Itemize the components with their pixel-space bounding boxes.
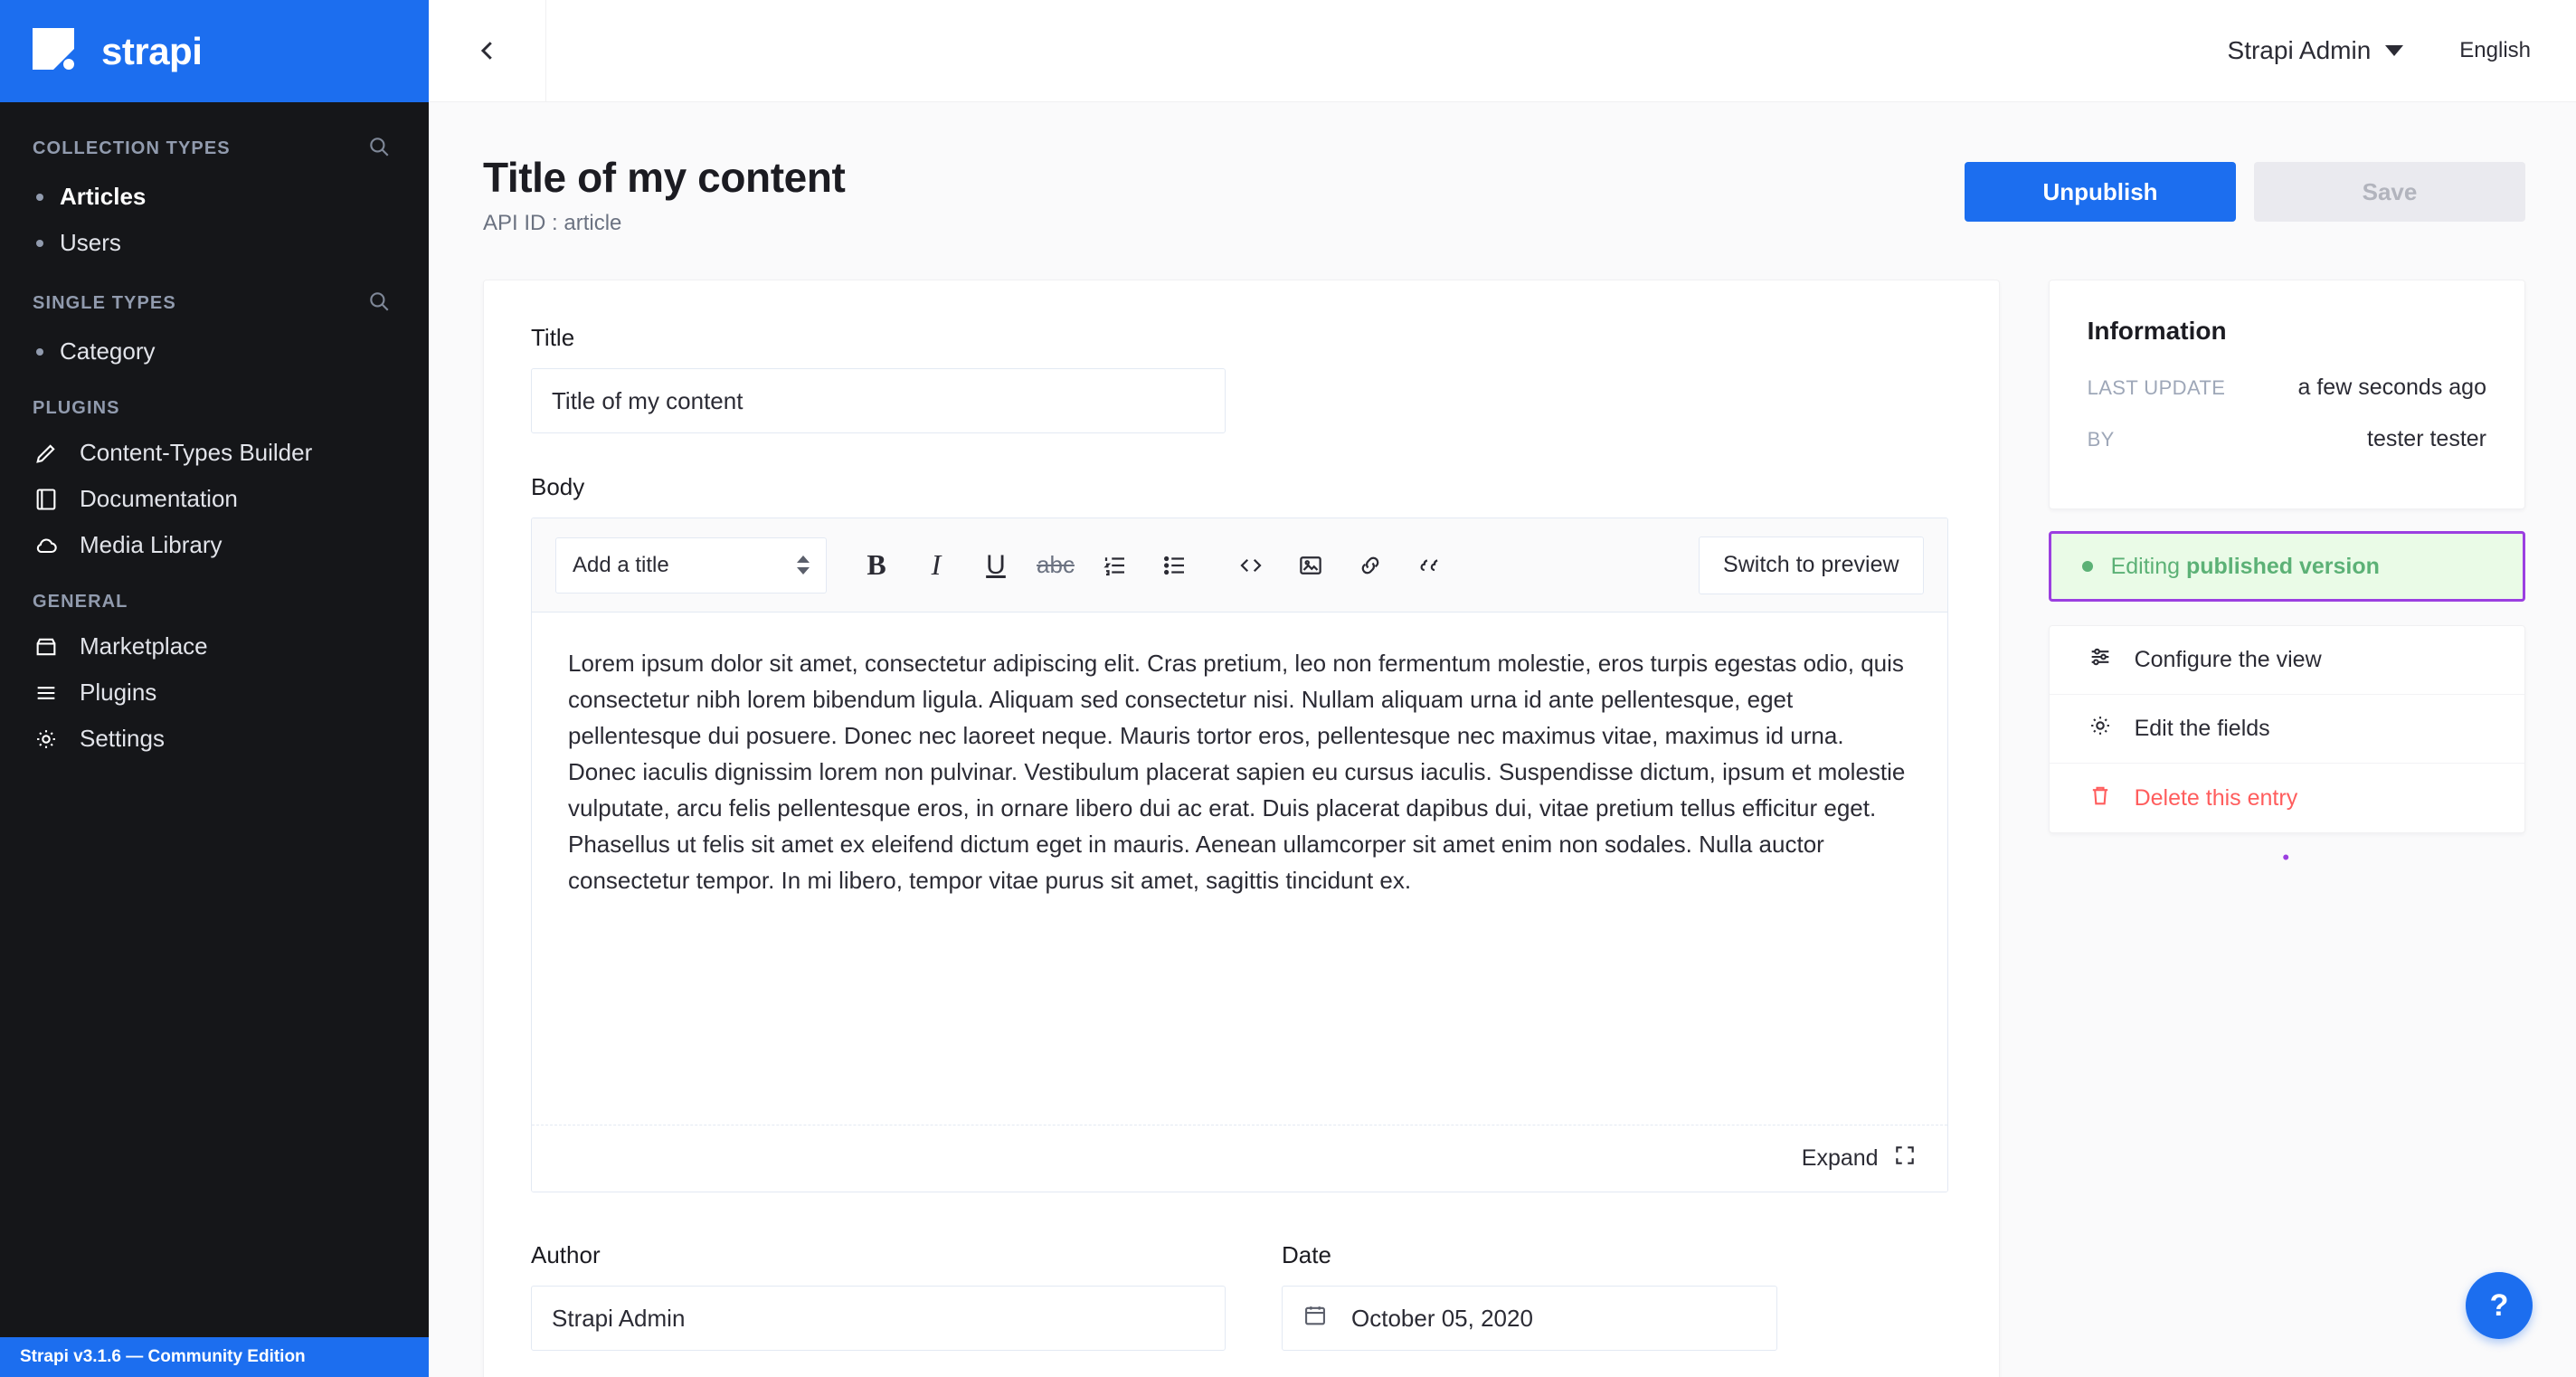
gear-icon xyxy=(2088,713,2113,745)
page-header xyxy=(429,102,2576,236)
unpublish-button[interactable]: Unpublish xyxy=(1965,162,2236,222)
sidebar-item-label: Media Library xyxy=(80,531,223,558)
section-collection-types xyxy=(0,111,429,174)
date-label: Date xyxy=(1282,1241,1331,1268)
info-value: a few seconds ago xyxy=(2297,375,2486,400)
sidebar-item-label: Content-Types Builder xyxy=(80,439,313,466)
field-body xyxy=(531,473,1948,1192)
body-label: Body xyxy=(531,473,585,500)
sidebar-item-marketplace[interactable] xyxy=(0,623,429,670)
content-grid xyxy=(429,236,2576,1377)
section-plugins xyxy=(0,375,429,430)
author-label: Author xyxy=(531,1241,601,1268)
topbar-right xyxy=(2228,36,2576,65)
expand-label: Expand xyxy=(1801,1145,1879,1171)
info-row-last-update xyxy=(2088,375,2486,401)
editing-version-banner[interactable] xyxy=(2049,531,2525,602)
info-key: BY xyxy=(2087,427,2115,451)
sidebar-item-label: Documentation xyxy=(80,485,238,512)
date-input[interactable] xyxy=(1282,1286,1777,1351)
gear-icon xyxy=(33,726,60,753)
header-actions xyxy=(1965,153,2576,222)
toolbar-group-insert xyxy=(1225,539,1456,592)
sidebar-item-label: Settings xyxy=(80,725,165,752)
editing-prefix: Editing xyxy=(2110,553,2181,579)
sidebar-item-content-types-builder[interactable] xyxy=(0,430,429,476)
sidebar-item-plugins[interactable] xyxy=(0,670,429,716)
search-icon[interactable] xyxy=(367,135,391,163)
sidebar-item-media-library[interactable] xyxy=(0,522,429,568)
stepper-arrows-icon xyxy=(797,556,810,575)
sidebar-item-settings[interactable] xyxy=(0,716,429,762)
information-column xyxy=(2049,280,2525,1377)
admin-name[interactable]: Strapi Admin xyxy=(2227,36,2372,64)
date-value: October 05, 2020 xyxy=(1351,1304,1533,1332)
configure-the-view-button[interactable] xyxy=(2050,626,2524,695)
sidebar-item-label: Marketplace xyxy=(80,632,208,660)
heading-select-value: Add a title xyxy=(573,552,669,577)
section-single-types xyxy=(0,266,429,328)
editor-body[interactable] xyxy=(532,613,1947,1125)
sidebar-nav xyxy=(0,102,429,1337)
field-date xyxy=(1282,1241,1777,1351)
sidebar-item-label: Users xyxy=(60,229,121,256)
save-button[interactable]: Save xyxy=(2254,162,2525,222)
expand-icon xyxy=(1893,1144,1917,1173)
bullet-icon xyxy=(36,348,43,356)
bullet-icon xyxy=(36,240,43,247)
list-bullet-icon[interactable] xyxy=(1149,539,1201,592)
info-value: tester tester xyxy=(2367,426,2486,451)
api-id-label: API ID : article xyxy=(483,211,622,235)
section-title: COLLECTION TYPES xyxy=(33,138,231,158)
title-label: Title xyxy=(531,324,575,351)
quote-icon[interactable] xyxy=(1404,539,1456,592)
link-icon[interactable] xyxy=(1344,539,1397,592)
underline-button[interactable]: U xyxy=(986,549,1006,580)
sidebar-item-label: Plugins xyxy=(80,679,157,706)
info-row-by xyxy=(2088,426,2486,452)
information-title: Information xyxy=(2087,317,2227,345)
action-label: Configure the view xyxy=(2134,647,2322,672)
sidebar-item-users[interactable] xyxy=(0,220,429,266)
list-numbered-icon[interactable] xyxy=(1089,539,1141,592)
author-input[interactable] xyxy=(531,1286,1226,1351)
bottom-fields xyxy=(531,1241,1948,1351)
switch-to-preview-button[interactable]: Switch to preview xyxy=(1699,537,1924,594)
cloud-icon xyxy=(33,532,60,559)
chevron-left-icon xyxy=(474,37,501,64)
toolbar-group-text xyxy=(850,539,1201,592)
shop-icon xyxy=(33,633,60,660)
brand-header[interactable] xyxy=(0,0,429,102)
information-card xyxy=(2049,280,2525,509)
section-title: GENERAL xyxy=(33,592,128,612)
heading-select[interactable] xyxy=(555,537,827,594)
back-button[interactable] xyxy=(429,0,546,102)
field-title xyxy=(531,324,1948,433)
info-key: LAST UPDATE xyxy=(2087,375,2226,399)
action-label: Edit the fields xyxy=(2134,716,2270,741)
bullet-icon xyxy=(36,194,43,201)
brand-name: strapi xyxy=(101,29,203,72)
editor-expand-button[interactable] xyxy=(532,1125,1947,1192)
page-title: Title of my content xyxy=(483,154,846,201)
topbar xyxy=(429,0,2576,102)
strikethrough-button[interactable]: abc xyxy=(1037,551,1075,578)
italic-button[interactable]: I xyxy=(931,548,942,581)
action-label: Delete this entry xyxy=(2134,784,2298,811)
editing-strong: published version xyxy=(2185,553,2380,579)
section-general xyxy=(0,568,429,623)
code-icon[interactable] xyxy=(1225,539,1277,592)
section-title: SINGLE TYPES xyxy=(33,293,176,313)
sidebar-item-label: Articles xyxy=(60,183,147,210)
bold-button[interactable]: B xyxy=(867,548,886,581)
selection-marker: • xyxy=(2282,846,2292,869)
language-selector[interactable]: English xyxy=(2459,38,2531,62)
trash-icon xyxy=(2088,783,2113,814)
sidebar xyxy=(0,0,429,1377)
sidebar-item-label: Category xyxy=(60,337,156,365)
editor-toolbar xyxy=(532,518,1947,613)
sidebar-item-category[interactable] xyxy=(0,328,429,375)
chevron-down-icon[interactable] xyxy=(2385,45,2403,56)
editor-paragraph: Lorem ipsum dolor sit amet, consectetur adipiscing elit. Cras pretium, leo non fermentum molestie, eros turpis egestas odio, quis consectetur nibh lorem bibendum ligula. Aliquam sed consectetur nisi. Nullam aliquam urna id ante pellentesque, eget pellentesque dui posuere. Donec nec laoreet neque. Mauris tortor eros, pellentesque nec maximus vitae, maximus id urna. Donec iaculis dignissim lorem non pulvinar. Vestibulum placerat sapien eu cursus iaculis. Suspendisse dictum, ipsum et molestie vulputate, arcu felis pellentesque eros, in ornare libero dui ac erat. Duis placerat dapibus dui, vitae pretium tellus efficitur eget. Phasellus ut felis sit amet ex eleifend dictum eget in mauris. Aenean ullamcorper sit amet enim non sodales. Nulla auctor consectetur tempor. In mi libero, tempor vitae purus sit amet, sagittis tincidunt ex. xyxy=(568,650,1906,895)
rich-text-editor xyxy=(531,518,1948,1192)
version-footer: Strapi v3.1.6 — Community Edition xyxy=(0,1337,429,1377)
list-icon xyxy=(33,679,60,707)
pencil-icon xyxy=(33,440,60,467)
title-input[interactable] xyxy=(531,368,1226,433)
sliders-icon xyxy=(2088,644,2113,676)
sidebar-item-documentation[interactable] xyxy=(0,476,429,522)
actions-card xyxy=(2049,625,2525,833)
status-dot-icon xyxy=(2082,561,2093,572)
editing-version-text xyxy=(2111,554,2380,580)
strapi-logo-icon xyxy=(33,28,83,75)
delete-this-entry-button[interactable] xyxy=(2050,764,2524,832)
main-area xyxy=(429,0,2576,1377)
section-title: PLUGINS xyxy=(33,398,120,418)
help-button[interactable]: ? xyxy=(2466,1272,2533,1339)
image-icon[interactable] xyxy=(1284,539,1337,592)
search-icon[interactable] xyxy=(367,290,391,318)
field-author xyxy=(531,1241,1226,1351)
book-icon xyxy=(33,486,60,513)
calendar-icon xyxy=(1302,1303,1328,1334)
sidebar-item-articles[interactable] xyxy=(0,174,429,220)
edit-the-fields-button[interactable] xyxy=(2050,695,2524,764)
form-card xyxy=(483,280,2000,1377)
